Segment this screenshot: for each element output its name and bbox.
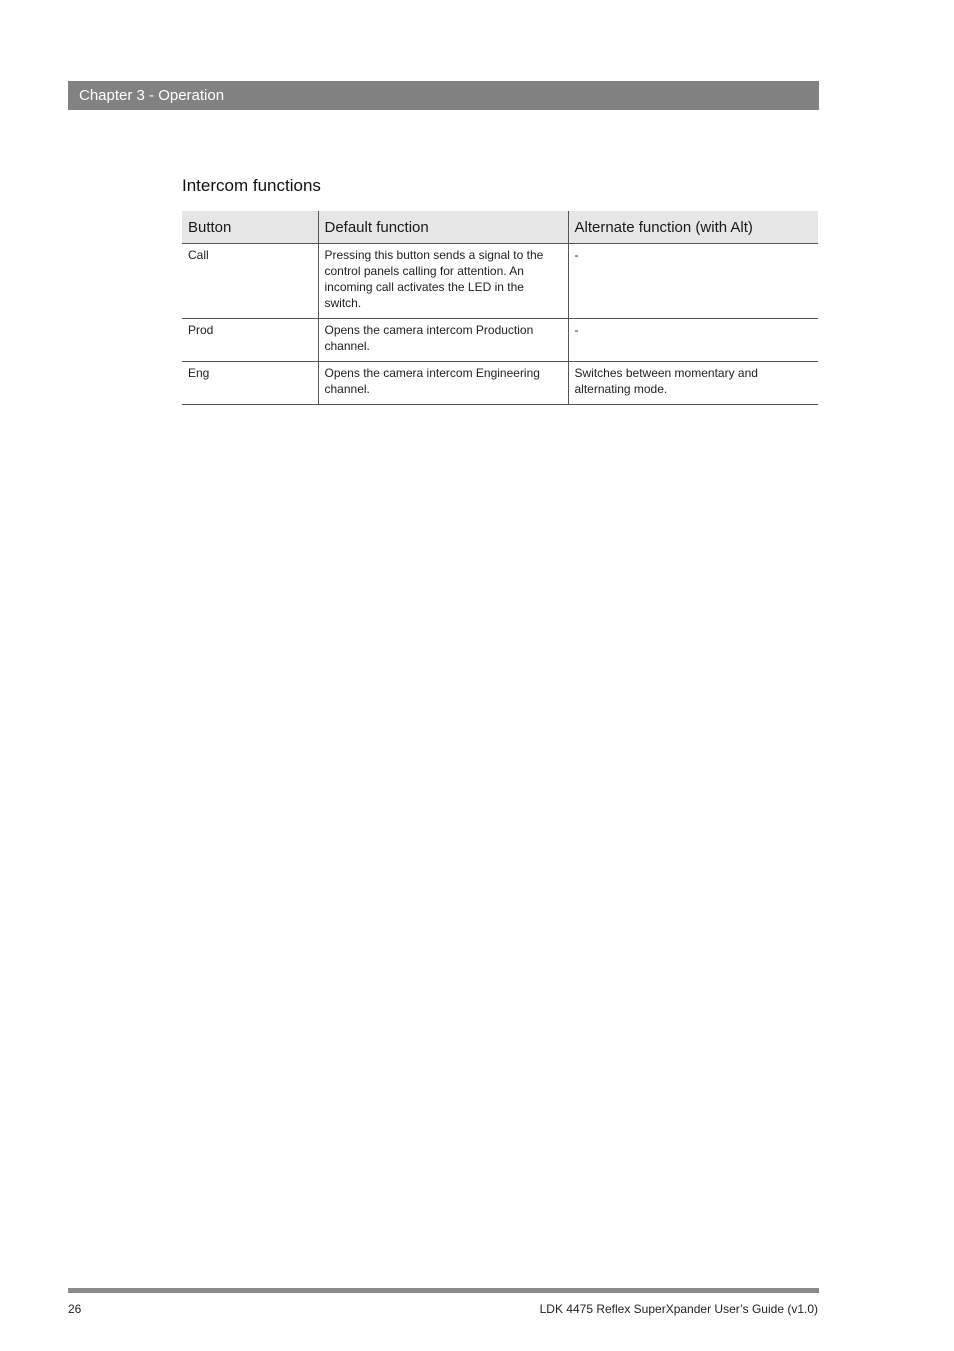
guide-title: LDK 4475 Reflex SuperXpander User’s Guide (v1.0) <box>539 1302 818 1316</box>
page-number: 26 <box>68 1302 82 1316</box>
footer-divider <box>68 1288 819 1293</box>
intercom-functions-table <box>182 211 818 405</box>
chapter-header <box>68 81 819 110</box>
cell-button: Eng <box>182 362 318 405</box>
cell-button: Call <box>182 244 318 319</box>
cell-alternate-function: - <box>568 319 818 362</box>
table-row <box>182 362 818 405</box>
table-header-row <box>182 211 818 244</box>
column-header-alternate-function: Alternate function (with Alt) <box>568 211 818 244</box>
column-header-button: Button <box>182 211 318 244</box>
section-title: Intercom functions <box>182 176 321 195</box>
cell-button: Prod <box>182 319 318 362</box>
column-header-default-function: Default function <box>318 211 568 244</box>
table-row <box>182 319 818 362</box>
chapter-title: Chapter 3 - Operation <box>79 87 225 104</box>
cell-default-function: Pressing this button sends a signal to the control panels calling for attention. An incoming call activates the LED in the switch. <box>318 244 568 319</box>
cell-default-function: Opens the camera intercom Engineering channel. <box>318 362 568 405</box>
cell-default-function: Opens the camera intercom Production channel. <box>318 319 568 362</box>
table-row <box>182 244 818 319</box>
cell-alternate-function: Switches between momentary and alternating mode. <box>568 362 818 405</box>
cell-alternate-function: - <box>568 244 818 319</box>
